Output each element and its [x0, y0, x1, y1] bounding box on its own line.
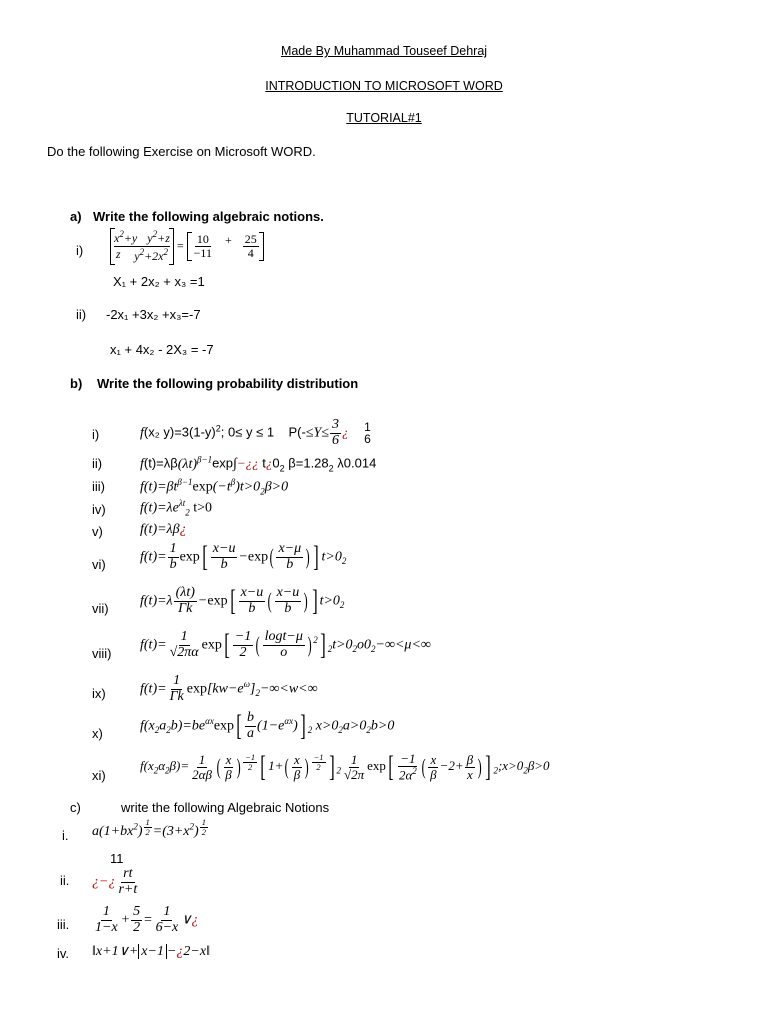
a-item-i-matrix-eq: $x^2+y$ $y^2+z$ z $y^2+2x^2$ = $\frac{10}{-11}$ + $\frac{25}{4}$	[110, 228, 264, 265]
b-item-ix-eq: f(t)= $\frac{1}{\Gamma k}$ $\exp[kw-e^\omega]_2-\infty<w<\infty$	[140, 673, 318, 704]
b-item-vi-eq: f(t)= $\frac{1}{b}$ exp[ $\frac{x-u}{b}$ −exp( $\frac{x-\mu}{b}$ ) ] $t>0_2$	[140, 540, 347, 574]
b-item-i-num: i)	[92, 427, 100, 442]
b-item-viii-num: viii)	[92, 646, 112, 661]
b-item-i-eq: f(x₂ $y)=3(1-y)^2$; 0≤ y ≤ 1 P(-≤Y≤ $\frac{3}{6}$ ¿ 1 6	[140, 417, 371, 448]
c-item-iii-eq: $\frac{1}{1-x}$ + $\frac{5}{2}$ = $\frac{1}{6-x}$ ∨¿	[95, 904, 199, 935]
c-item-i-num: i.	[62, 828, 69, 843]
c-item-iv-eq: ‖x+1∨+ x−1 −¿2−x‖	[92, 944, 211, 959]
b-item-vi-num: vi)	[92, 557, 106, 572]
section-c-label: c)	[70, 800, 81, 815]
b-item-vii-eq: f(t)=λ $\frac{(\lambda t)}{\Gamma k}$ −exp[ $\frac{x-u}{b}$ ( $\frac{x-u}{b}$ ) ] $t>0_2$	[140, 584, 345, 618]
b-item-iii-eq: $f(t)=\beta t^{\beta-1}\exp(-t^\beta)t>0_2\beta>0$	[140, 477, 289, 497]
b-item-v-eq: f(t)=λβ¿	[140, 522, 187, 537]
a-item-ii-eq2: x₁ + 4x₂ - 2X₃ = -7	[110, 342, 214, 357]
section-b-title: Write the following probability distribution	[97, 376, 359, 391]
b-item-xi-num: xi)	[92, 768, 106, 783]
c-item-iii-num: iii.	[57, 917, 70, 932]
section-b-label: b)	[70, 376, 83, 391]
b-item-viii-eq: f(t)= $\frac{1}{√2\pi\alpha}$ exp[ $\frac{-1}{2}$ ( $\frac{\log t-\mu}{o}$ ) $^2$] $_2t>0_2o0_2-\infty<\mu<\infty$	[140, 628, 431, 662]
a-item-ii-num: ii)	[76, 307, 87, 322]
b-item-xi-eq: $f(x_2\alpha_2\beta)=$ $\frac{1}{2\alpha\beta}$ ( $\frac{x}{\beta}$ ) $^{\frac{-1}{2}}$ [ 1+( $\frac{x}{\beta}$ ) $^{\frac{-1}{2}}$ ] $_2$ $\frac{1}{√2\pi}$ exp[ $\frac{-1}{2\alpha^2}$ ( $\frac{x}{\beta}$ −2+ $\frac{\beta}{x}$ ) ] $_2;x>0_2\beta>0$	[140, 750, 550, 783]
instruction: Do the following Exercise on Microsoft WORD.	[47, 144, 316, 159]
c-item-i-small-number: 11	[110, 851, 124, 866]
section-c-title: write the following Algebraic Notions	[121, 800, 330, 815]
b-item-v-num: v)	[92, 524, 103, 539]
b-item-vii-num: vii)	[92, 601, 109, 616]
c-item-i-eq: $a(1+bx^2)$ $^{\frac{1}{2}}$ $=(3+x^2)$ $^{\frac{1}{2}}$	[92, 817, 206, 840]
course-title: INTRODUCTION TO MICROSOFT WORD	[265, 79, 503, 93]
tutorial-title: TUTORIAL#1	[346, 111, 422, 125]
b-item-iii-num: iii)	[92, 479, 105, 494]
a-item-i-eq2: X₁ + 2x₂ + x₃ =1	[113, 274, 205, 289]
c-item-ii-eq: ¿−¿ $\frac{rt}{r+t}$	[92, 866, 138, 897]
b-item-ii-num: ii)	[92, 456, 103, 471]
b-item-ii-eq: $f(t)=\lambda\beta(\lambda t)^{\beta-1}\exp\int-¿¿$ $t¿0_2$ $\beta=1.28_2$ λ0.014	[140, 454, 377, 474]
a-item-i-num: i)	[76, 243, 84, 258]
c-item-ii-num: ii.	[60, 873, 70, 888]
b-item-iv-num: iv)	[92, 502, 106, 517]
author-line: Made By Muhammad Touseef Dehraj	[280, 44, 488, 58]
section-a-title: Write the following algebraic notions.	[93, 209, 324, 224]
b-item-iv-eq: $f(t)=\lambda e^{\lambda t}_2$ t>0	[140, 498, 213, 518]
section-a-label: a)	[70, 209, 82, 224]
b-item-x-num: x)	[92, 726, 103, 741]
a-item-ii-eq: -2x₁ +3x₂ +x₃=-7	[106, 307, 201, 322]
b-item-x-eq: $f(x_2a_2b)=be^{\alpha x}\exp$[ $\frac{b}{a}$ $(1-e^{\alpha x})$] $_2$ $x>0_2a>0_2b>0$	[140, 709, 395, 743]
b-item-ix-num: ix)	[92, 686, 106, 701]
c-item-iv-num: iv.	[57, 946, 70, 961]
